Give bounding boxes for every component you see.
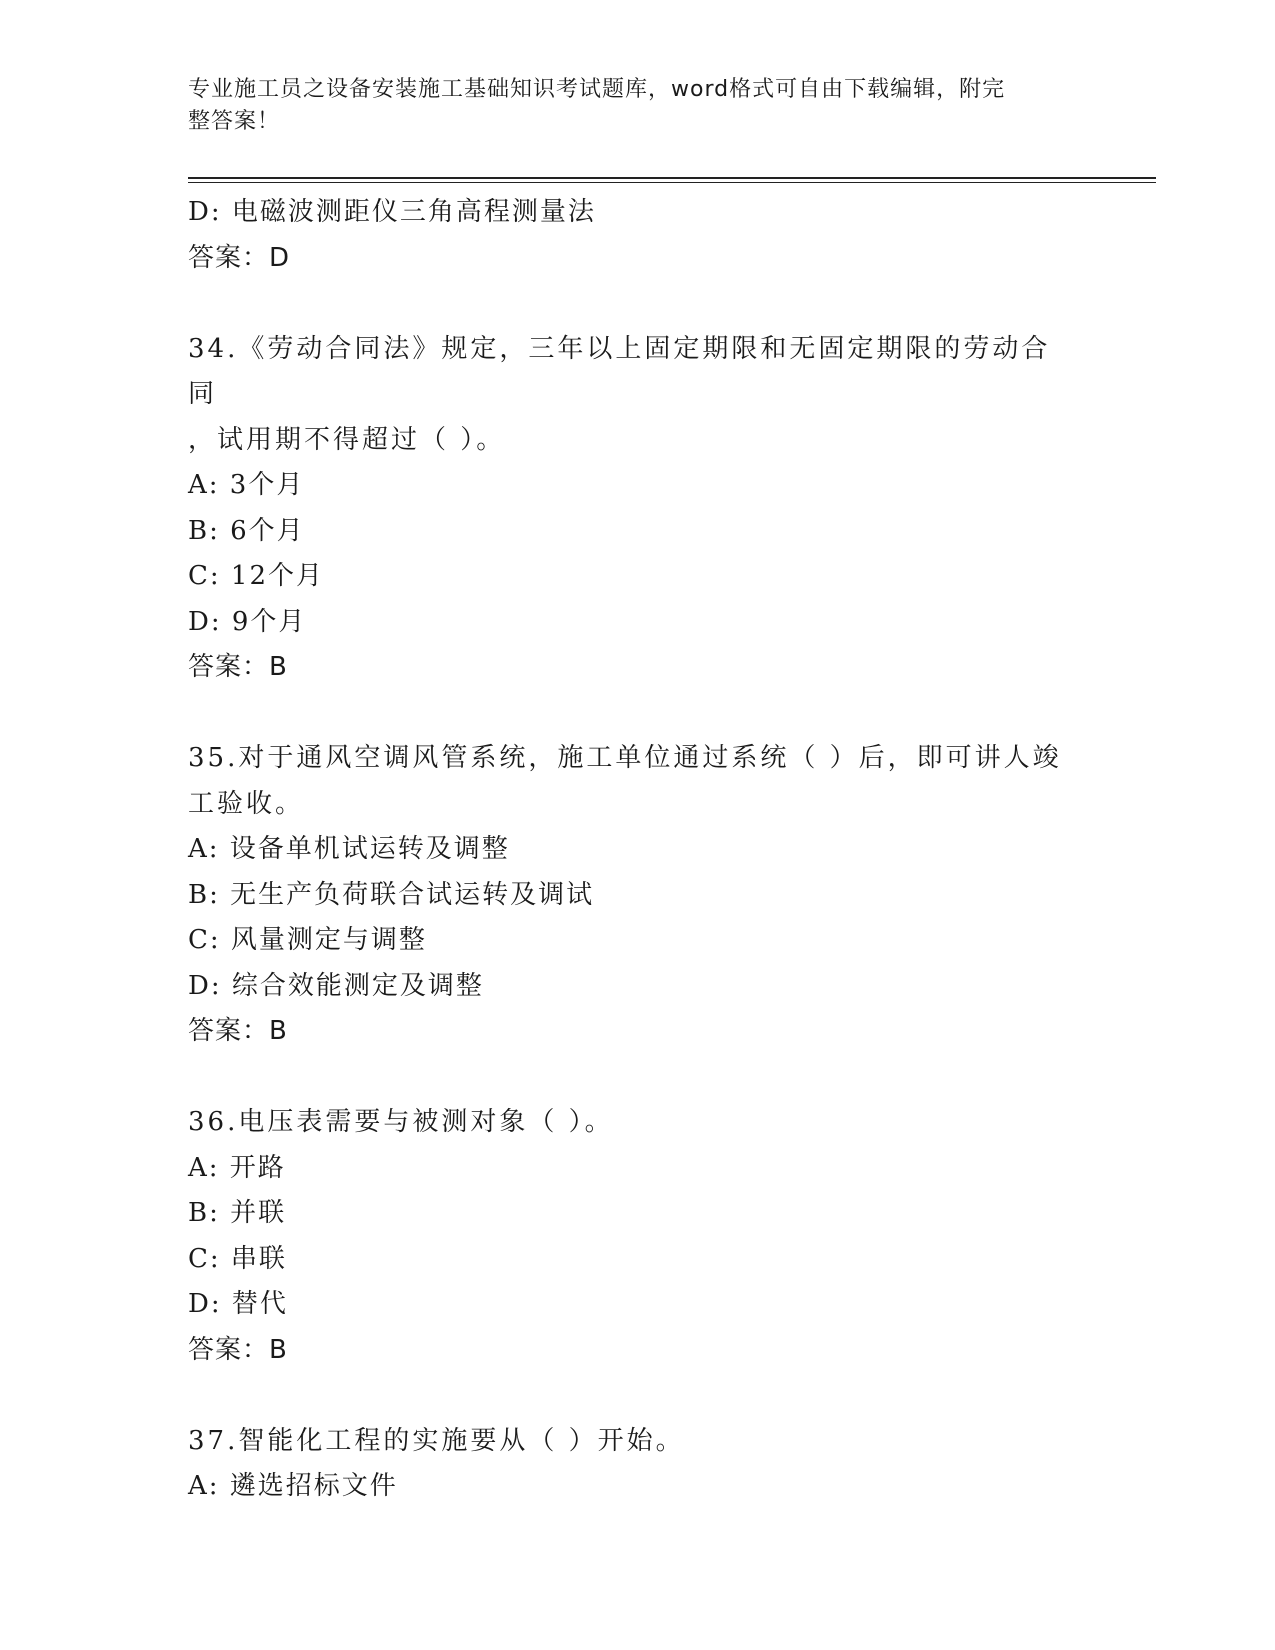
question-text-line-1: 35.对于通风空调风管系统，施工单位通过系统（ ）后，即可讲人竣: [188, 743, 1062, 773]
spacer: [188, 1055, 1088, 1101]
question-36: [188, 1100, 1088, 1373]
question-text-line-1: 37.智能化工程的实施要从（ ）开始。: [188, 1425, 685, 1456]
header-line-1: 专业施工员之设备安装施工基础知识考试题库，word格式可自由下载编辑，附完: [188, 77, 1006, 102]
spacer: [188, 281, 1088, 327]
answer-line: 答案：D: [188, 242, 291, 273]
option-a: A: 开路: [188, 1152, 286, 1183]
header-divider-thick: [188, 177, 1156, 179]
header-line-2: 整答案！: [188, 109, 281, 134]
option-c: C: 风量测定与调整: [188, 925, 427, 955]
option-d: D: 综合效能测定及调整: [188, 970, 484, 1001]
question-34: [188, 327, 1088, 691]
question-text-line-2: ，试用期不得超过（ ）。: [188, 424, 506, 455]
document-header: [188, 74, 1068, 138]
option-a: A: 设备单机试运转及调整: [188, 834, 510, 864]
option-c: C: 12个月: [188, 561, 325, 591]
question-text-line-1: 34.《劳动合同法》规定，三年以上固定期限和无固定期限的劳动合同: [188, 333, 1051, 409]
option-d: D: 电磁波测距仪三角高程测量法: [188, 197, 596, 227]
question-text-line-2: 工验收。: [188, 788, 305, 819]
question-37: [188, 1419, 1088, 1510]
spacer: [188, 1373, 1088, 1419]
option-b: B: 并联: [188, 1198, 287, 1228]
answer-line: 答案：B: [188, 652, 288, 682]
header-divider-thin: [188, 182, 1156, 183]
document-body: [188, 190, 1088, 1510]
answer-line: 答案：B: [188, 1016, 288, 1046]
option-b: B: 无生产负荷联合试运转及调试: [188, 879, 595, 910]
question-35: [188, 736, 1088, 1055]
option-b: B: 6个月: [188, 515, 305, 546]
option-a: A: 遴选招标文件: [188, 1471, 398, 1501]
option-a: A: 3个月: [188, 470, 305, 500]
option-d: D: 9个月: [188, 606, 307, 637]
option-c: C: 串联: [188, 1243, 287, 1274]
answer-line: 答案：B: [188, 1334, 288, 1365]
option-d: D: 替代: [188, 1289, 288, 1319]
spacer: [188, 691, 1088, 737]
question-text-line-1: 36.电压表需要与被测对象（ ）。: [188, 1107, 614, 1137]
